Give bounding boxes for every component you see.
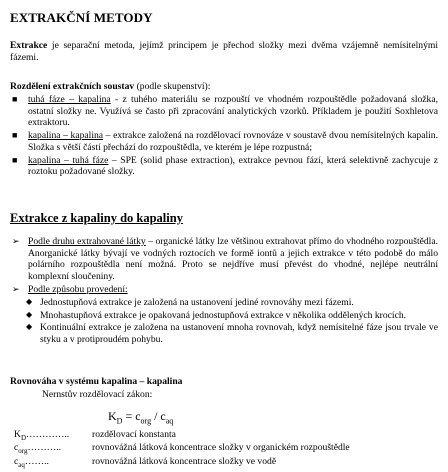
list-item — [10, 236, 438, 283]
intro-paragraph — [10, 40, 438, 63]
legend-description: rozdělovací konstanta — [92, 429, 176, 440]
formula-lhs-sub: D — [116, 416, 123, 426]
intro-text: je separační metoda, jejímž principem je přechod složky mezi dvěma vzájemně nemísitelnými fázemi. — [10, 40, 438, 63]
section-heading: Extrakce z kapaliny do kapaliny — [10, 211, 183, 225]
law-label: Nernstův rozdělovací zákon: — [42, 389, 153, 400]
division-list — [10, 94, 438, 179]
diamond-bullet-icon: ◆ — [26, 322, 33, 332]
division-heading-text: Rozdělení extrakčních soustav — [10, 81, 135, 92]
list-item-text: - z tuhého materiálu se rozpouští ve vhodném rozpouštědle požadovaná složka, ostatní složky ne. Využívá se často při zpracování analytických vzorků. Příkladem je použití Soxhletova extraktoru. — [28, 94, 438, 129]
legend-symbol: $c_{org}\dots\dots\dots$.. — [14, 442, 62, 456]
list-item-term: kapalina – tuhá fáze — [28, 154, 109, 166]
list-item-term: tuhá fáze – kapalina — [28, 94, 111, 105]
list-item — [10, 310, 438, 322]
list-item-text: – organické látky lze většinou extrahovat přímo do vhodného rozpouštědla. Anorganické látky bývají ve vodných roztocích ve formě iontů a jejich extrakce v této podobě do málo polárního rozpouštědla není možná. Proto se nejdříve musí převést do vhodné, nejlépe neutrální komplexní sloučeniny. — [28, 236, 438, 283]
formula-eq: = c — [122, 409, 141, 423]
list-item-text: – SPE (solid phase extraction), extrakce pevnou fází, která selektivně zachycuje z roztoku požadované složky. — [28, 154, 438, 178]
division-heading-suffix: (podle skupenství): — [134, 81, 211, 92]
equilibrium-heading: Rovnováha v systému kapalina – kapalina — [10, 376, 183, 387]
list-item — [10, 94, 438, 129]
list-item — [10, 130, 438, 153]
intro-term: Extrakce — [10, 40, 48, 51]
formula-den-sub: aq — [165, 416, 174, 426]
diamond-bullet-icon: ◆ — [26, 297, 33, 306]
legend-row — [14, 456, 438, 469]
list-item-text: Mnohastupňová extrakce je opakovaná jednostupňová extrakce v několika oddělených krocích. — [40, 309, 407, 321]
method-list — [10, 236, 438, 297]
legend-symbol: $c_{aq}\dots\dots$.. — [14, 455, 49, 469]
legend-description: rovnovážná látková koncentrace složky v organickém rozpouštědle — [92, 442, 350, 454]
list-item — [10, 155, 438, 178]
page-title: EXTRAKČNÍ METODY — [10, 10, 153, 25]
list-item-text: – extrakce založená na rozdělovací rovnováze v soustavě dvou nemísitelných kapalin. Složka s větší částí přechází do rozpouštědla, ve kterém je lépe rozpustná; — [28, 130, 438, 153]
procedure-list — [10, 297, 438, 347]
list-item — [10, 322, 438, 345]
formula-lhs: K — [108, 409, 117, 423]
legend-symbol: $K_D\dots\dots\dots\dots$.. — [14, 429, 70, 442]
list-item-term: Podle druhu extrahované látky — [28, 236, 146, 247]
list-item — [10, 297, 438, 309]
square-bullet-icon: ■ — [12, 94, 18, 104]
arrow-bullet-icon: ➢ — [12, 283, 20, 294]
legend-row — [14, 429, 438, 442]
list-item-text: Kontinuální extrakce je založena na ustanovení mnoha rovnovah, když nemísitelné fáze jsou trvale ve styku a v protiproudém pohybu. — [40, 322, 438, 346]
list-item-text: Jednostupňová extrakce je založená na ustanovení jediné rovnováhy mezi fázemi. — [40, 297, 354, 308]
formula-slash: / c — [151, 409, 166, 423]
division-heading — [10, 81, 438, 93]
square-bullet-icon: ■ — [12, 130, 18, 141]
legend-description: rovnovážná látková koncentrace složky ve vodě — [92, 455, 277, 467]
legend-row — [14, 442, 438, 455]
list-item-term: Podle způsobu provedení: — [28, 283, 128, 295]
arrow-bullet-icon: ➢ — [12, 236, 20, 246]
list-item-term: kapalina – kapalina — [28, 130, 104, 142]
list-item — [10, 284, 438, 296]
square-bullet-icon: ■ — [12, 154, 18, 165]
nernst-formula — [108, 409, 173, 426]
formula-num-sub: org — [140, 416, 152, 426]
diamond-bullet-icon: ◆ — [26, 309, 33, 319]
symbol-legend — [14, 429, 438, 469]
